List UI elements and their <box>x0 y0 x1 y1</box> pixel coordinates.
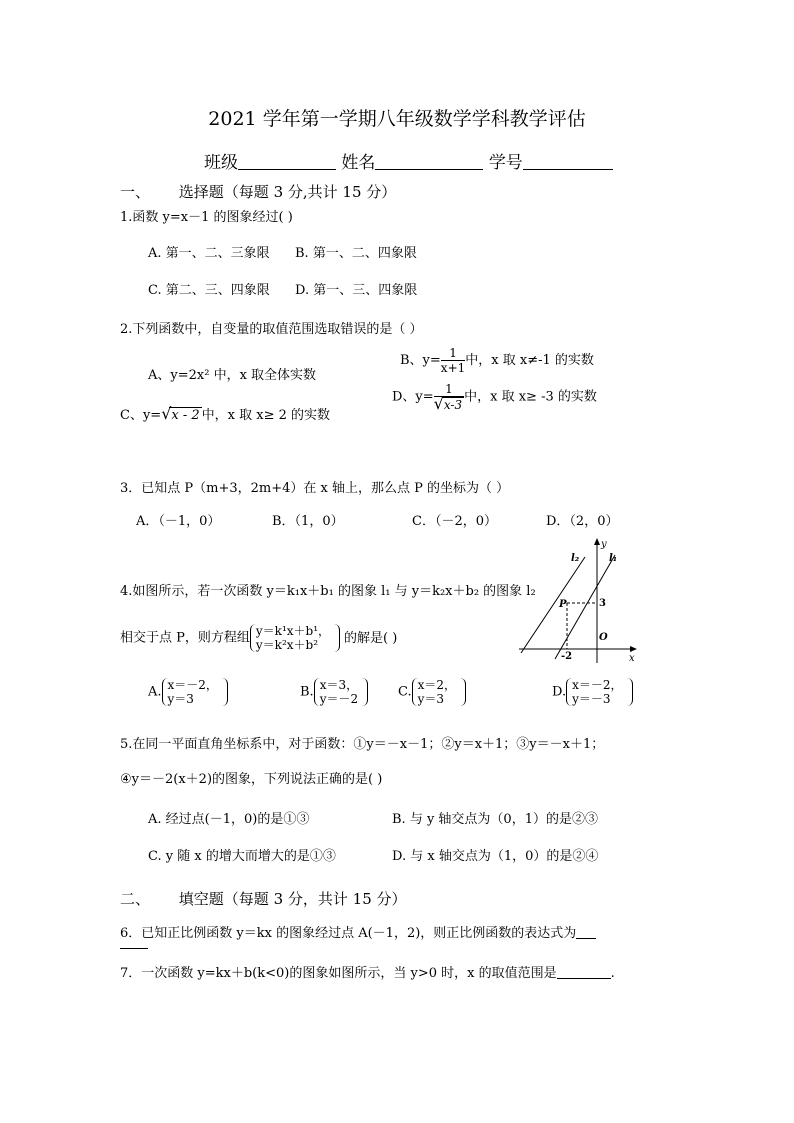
q3-option-c: C．（－2，0） <box>412 514 497 529</box>
q4-b-row1: x＝3， <box>319 678 359 692</box>
q1-stem: 1.函数 y=x－1 的图象经过( ) <box>120 210 293 225</box>
q4-line2-prefix: 相交于点 P，则方程组 <box>120 630 250 646</box>
section-2-header <box>120 888 407 909</box>
class-label: 班级 <box>204 153 238 173</box>
q7-stem <box>120 962 615 981</box>
q2-d-denominator <box>433 394 464 413</box>
q6-answer-blank <box>576 925 596 939</box>
q4-c-label: C. <box>398 684 412 700</box>
id-blank <box>523 153 613 170</box>
q4-b-row2: y＝－2 <box>319 692 359 706</box>
q2-c-prefix: C、y= <box>120 408 162 423</box>
q6-stem <box>120 922 596 941</box>
y-value-3-label: 3 <box>599 598 606 609</box>
point-p-label: P <box>559 599 567 610</box>
line-l2 <box>521 557 585 653</box>
q4-system-row2: y＝k²x＋b² <box>255 638 319 652</box>
q4-b-system <box>314 678 362 706</box>
q7-text: 7．一次函数 y=kx＋b(k<0)的图象如图所示，当 y>0 时，x 的取值范围是 <box>120 966 557 981</box>
q4-d-system <box>566 678 626 706</box>
q4-a-row1: x＝－2， <box>167 678 218 692</box>
y-axis-arrow <box>594 538 600 545</box>
q5-stem-line2: ④y＝－2(x＋2)的图象，下列说法正确的是( ) <box>120 772 383 787</box>
q2-d-prefix: D、y= <box>392 389 434 405</box>
q4-line2 <box>120 624 397 652</box>
q4-a-row2: y＝3 <box>167 692 194 706</box>
q3-option-b: B．（1，0） <box>272 514 344 529</box>
q5-option-d: D. 与 x 轴交点为（1，0）的是②④ <box>392 849 599 864</box>
q4-stem: 4.如图所示，若一次函数 y＝k₁x＋b₁ 的图象 l₁ 与 y＝k₂x＋b₂ 的图象 l₂ <box>120 584 536 599</box>
q3-option-a: A．（－1，0） <box>136 514 221 529</box>
q2-option-d <box>392 382 597 412</box>
q4-option-a <box>148 678 222 706</box>
q6-answer-blank-continued <box>120 948 148 949</box>
q2-option-a: A、y=2x² 中，x 取全体实数 <box>148 368 317 383</box>
id-label: 学号 <box>488 153 523 173</box>
q2-c-suffix: 中，x 取 x≥ 2 的实数 <box>201 408 331 423</box>
l2-label: l₂ <box>571 553 580 564</box>
q5-stem: 5.在同一平面直角坐标系中，对于函数：①y＝－x－1；②y＝x＋1；③y＝－x＋1； <box>120 737 605 752</box>
q4-d-label: D. <box>552 684 567 700</box>
q2-b-suffix: 中，x 取 x≠-1 的实数 <box>465 353 594 368</box>
q2-b-numerator: 1 <box>441 346 465 361</box>
q7-end: . <box>610 966 615 981</box>
q4-d-row1: x＝－2， <box>572 678 623 692</box>
q2-d-suffix: 中，x 取 x≥ -3 的实数 <box>464 389 597 405</box>
name-label: 姓名 <box>341 153 376 173</box>
q5-option-c: C. y 随 x 的增大而增大的是①③ <box>148 849 336 864</box>
q4-equation-system <box>250 624 334 652</box>
q1-option-c: C. 第二、三、四象限 <box>148 283 270 298</box>
q1-option-b: B. 第一、二、四象限 <box>295 246 417 261</box>
q2-option-c <box>120 404 330 423</box>
q4-a-label: A. <box>148 684 162 700</box>
q2-stem: 2.下列函数中，自变量的取值范围选取错误的是（ ） <box>120 322 423 337</box>
q4-graph <box>515 535 645 665</box>
x-axis-arrow <box>630 646 637 652</box>
q2-d-radicand: x-3 <box>443 398 463 412</box>
q5-option-b: B. 与 y 轴交点为（0，1）的是②③ <box>392 812 598 827</box>
q4-option-c <box>398 678 460 706</box>
section-2-number: 二、 <box>120 890 151 908</box>
section-1-heading: 选择题（每题 3 分,共计 15 分） <box>178 183 397 201</box>
x-axis-label: x <box>629 653 635 664</box>
section-1-header <box>120 181 396 202</box>
q2-b-fraction <box>441 346 465 375</box>
q4-line2-suffix: 的解是( ) <box>344 630 398 646</box>
page-title: 2021 学年第一学期八年级数学学科教学评估 <box>208 108 586 130</box>
student-info-line <box>204 148 613 173</box>
section-2-heading: 填空题（每题 3 分，共计 15 分） <box>178 890 407 908</box>
class-blank <box>238 153 336 170</box>
q2-b-denominator: x+1 <box>440 361 466 375</box>
q2-c-radicand: x - 2 <box>171 408 200 423</box>
q5-option-a: A. 经过点(－1，0)的是①③ <box>148 812 310 827</box>
q2-option-b <box>400 346 594 375</box>
q4-b-label: B. <box>300 684 314 700</box>
section-1-number: 一、 <box>120 183 151 201</box>
q4-c-system <box>412 678 460 706</box>
x-value-neg2-label: -2 <box>561 651 573 662</box>
q4-c-row1: x＝2， <box>417 678 457 692</box>
q2-b-prefix: B、y= <box>400 353 441 368</box>
q4-c-row2: y＝3 <box>417 692 445 706</box>
radical-sign: √ <box>161 404 172 423</box>
q4-option-d <box>552 678 627 706</box>
q1-option-d: D. 第一、三、四象限 <box>295 283 418 298</box>
q4-a-system <box>162 678 222 706</box>
l1-label: l₁ <box>609 553 618 564</box>
q3-option-d: D．（2，0） <box>546 514 619 529</box>
name-blank <box>375 153 483 170</box>
y-axis-label: y <box>601 539 607 550</box>
q3-stem: 3．已知点 P（m+3，2m+4）在 x 轴上，那么点 P 的坐标为（ ） <box>120 481 510 496</box>
q2-d-numerator: 1 <box>434 382 464 397</box>
origin-label: O <box>599 632 608 643</box>
q4-d-row2: y＝－3 <box>572 692 611 706</box>
q7-answer-blank <box>557 965 611 979</box>
q4-option-b <box>300 678 362 706</box>
radical-sign: √ <box>433 394 444 413</box>
q6-text: 6．已知正比例函数 y＝kx 的图象经过点 A(－1，2)，则正比例函数的表达式为 <box>120 926 577 941</box>
q2-d-fraction <box>434 382 464 412</box>
q1-option-a: A. 第一、二、三象限 <box>148 246 270 261</box>
q4-system-row1: y＝k¹x＋b¹， <box>255 624 331 638</box>
